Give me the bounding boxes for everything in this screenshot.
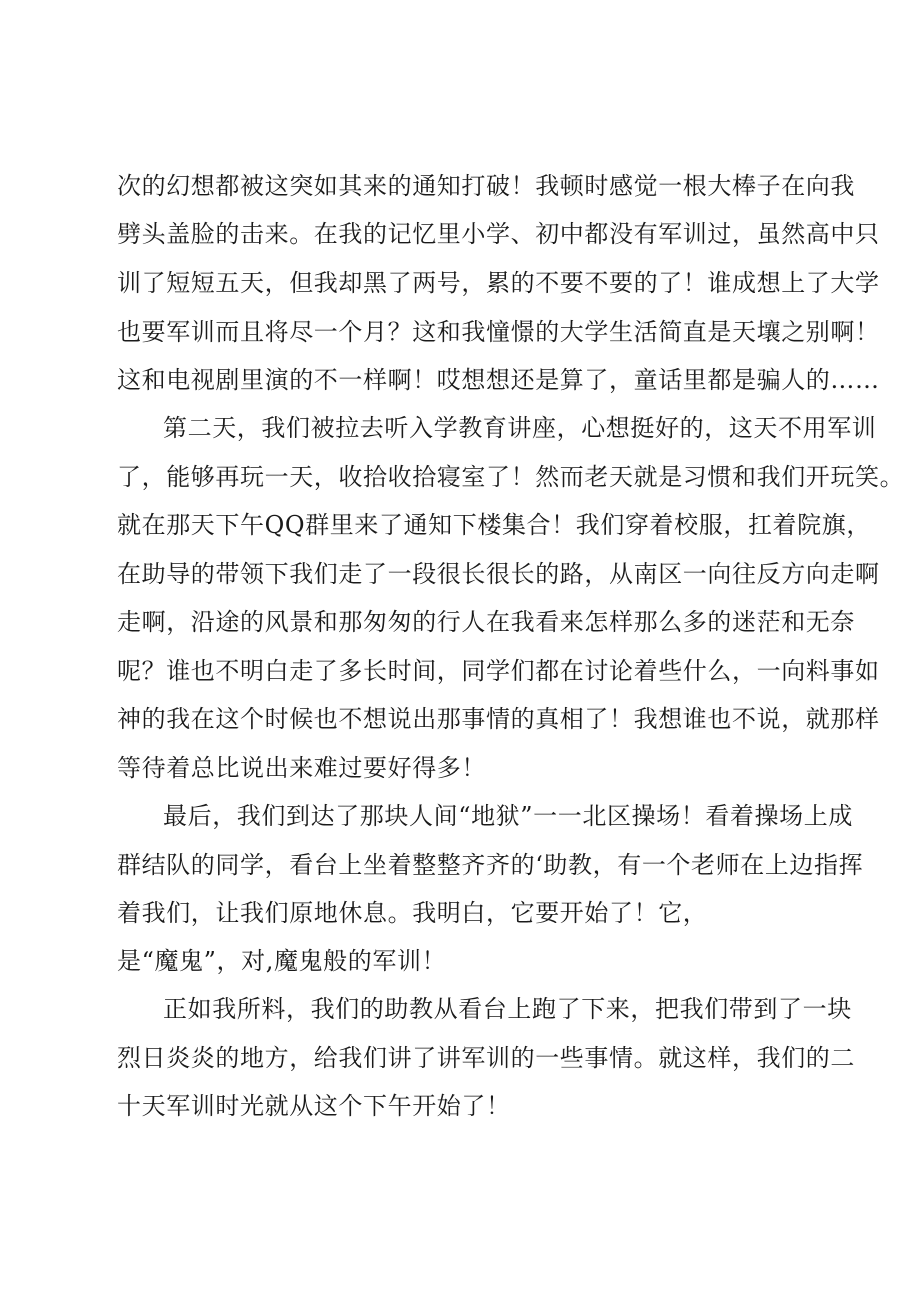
text-line: 十天军训时光就从这个下午开始了！ — [117, 1092, 511, 1120]
text-line: 群结队的同学，看台上坐着整整齐齐的‘助教，有一个老师在上边指挥 — [117, 851, 864, 879]
text-line: 最后，我们到达了那块人间“地狱”一一北区操场！看着操场上成 — [163, 802, 853, 830]
text-line: 次的幻想都被这突如其来的通知打破！我顿时感觉一根大棒子在向我 — [117, 172, 855, 200]
text-line: 着我们，让我们原地休息。我明白，它要开始了！它， — [117, 899, 708, 927]
text-line: 神的我在这个时候也不想说出那事情的真相了！我想谁也不说，就那样 — [117, 705, 880, 733]
text-line: 第二天，我们被拉去听入学教育讲座，心想挺好的，这天不用军训 — [163, 414, 877, 442]
text-line: 呢？谁也不明白走了多长时间，同学们都在讨论着些什么，一向料事如 — [117, 657, 880, 685]
text-line: 走啊，沿途的风景和那匆匆的行人在我看来怎样那么多的迷茫和无奈 — [117, 608, 855, 636]
text-line: 也要军训而且将尽一个月？这和我憧憬的大学生活简直是天壤之别啊！ — [117, 318, 880, 346]
text-line: 烈日炎炎的地方，给我们讲了讲军训的一些事情。就这样，我们的二 — [117, 1044, 855, 1072]
text-line: 劈头盖脸的击来。在我的记忆里小学、初中都没有军训过，虽然高中只 — [117, 220, 880, 248]
text-line: 训了短短五天，但我却黑了两号，累的不要不要的了！谁成想上了大学 — [117, 269, 880, 297]
text-line: 是“魔鬼”，对,魔鬼般的军训！ — [117, 947, 447, 975]
text-line: 在助导的带领下我们走了一段很长很长的路，从南区一向往反方向走啊 — [117, 560, 880, 588]
text-line: 正如我所料，我们的助教从看台上跑了下来，把我们带到了一块 — [163, 995, 852, 1023]
text-line: 这和电视剧里演的不一样啊！哎想想还是算了，童话里都是骗人的…… — [117, 366, 880, 394]
text-line: 就在那天下午QQ群里来了通知下楼集合！我们穿着校服，扛着院旗， — [117, 511, 871, 539]
text-line: 了，能够再玩一天，收拾收拾寝室了！然而老天就是习惯和我们开玩笑。 — [117, 463, 905, 491]
text-line: 等待着总比说出来难过要好得多！ — [117, 754, 486, 782]
